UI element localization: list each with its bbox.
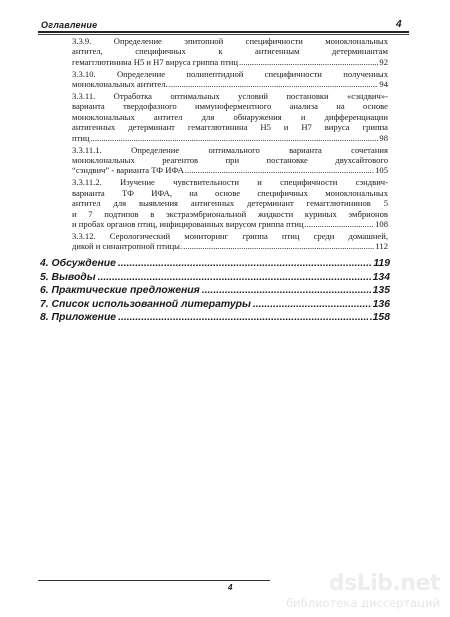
dot-leader [118,257,372,271]
dot-leader [305,219,375,229]
toc-entry-line: моноклональных реагентов при постановке двухсайтового [72,154,388,165]
toc-entry-line: варианта твердофазного иммуноферментного анализа на основе [72,101,388,112]
toc-entry-page: 112 [375,241,388,252]
dot-leader [91,133,379,143]
header-title: Оглавление [41,20,98,30]
watermark [286,572,440,610]
toc-chapter-page: 135 [372,285,390,296]
toc-chapter[interactable] [40,298,390,312]
toc-entry-last-line [72,219,388,229]
toc-entry-text: птиц [72,132,90,143]
dot-leader [118,311,368,325]
toc-entry-last-line [72,79,388,89]
toc-entry-line: 3.3.11. Отработка оптимальных условий постановки «сэндвич»- [72,91,388,102]
toc-entry-page: 92 [379,56,388,67]
dot-leader [98,271,371,285]
toc-chapter-page: 134 [372,271,390,283]
toc-entry-line: 3.3.11.2. Изучение чувствительности и специфичности сэндвич- [72,177,388,188]
toc-entry [72,91,388,143]
toc-entry-last-line [72,57,388,67]
toc-chapter-page: 136 [372,298,390,310]
toc-entry-line: варианта ТФ ИФА, на основе специфичных моноклональных [72,187,388,198]
toc-entry-text: гемагглютинина Н5 и Н7 вируса гриппа птиц [72,56,238,67]
toc-entry [72,36,388,67]
toc-entry-page: 108 [375,218,388,229]
toc-entry-line: антигенных детерминант гемагглютинина Н5 и Н7 вируса гриппа [72,122,388,133]
dot-leader [202,284,371,298]
toc-entry [72,145,388,176]
toc-chapter[interactable] [40,311,390,325]
dot-leader [169,79,379,89]
toc-chapter-label: 5. Выводы [40,271,96,283]
header-rule-thin [38,34,409,35]
toc-entry-line: антител для выявления антигенных детерминант гемагглютининов 5 [72,198,388,209]
toc-chapter-page: .158 [369,312,390,323]
watermark-logo: dsLib.net [328,571,440,596]
toc-entry-line: антител, специфичных к антигенным детерминантам [72,46,388,57]
toc-entry-line: 3.3.12. Серологический мониторинг гриппа птиц среди домашней, [72,230,388,241]
dot-leader [253,298,371,312]
dot-leader [183,241,374,251]
toc-chapters [40,257,390,325]
toc-entry-text: и пробах органов птиц, инфицированных вирусом гриппа птиц [72,218,304,229]
toc-chapter[interactable] [40,284,390,298]
toc-entry-page: 94 [379,79,388,90]
toc-entry-page: 105 [375,165,388,176]
toc-subsections [72,36,388,253]
toc-entry [72,231,388,252]
dot-leader [239,57,378,67]
toc-entry-line: 3.3.9. Определение эпитопной специфичности моноклональных [72,36,388,46]
dot-leader [185,165,374,175]
toc-entry-page: 98 [379,132,388,143]
toc-entry-text: “сэндвич” - варианта ТФ ИФА [72,165,184,176]
watermark-subtitle: библиотека диссертаций [286,596,440,610]
toc-chapter-label: 6. Практические предложения [40,285,200,296]
toc-chapter-label: 4. Обсуждение [40,258,116,269]
toc-entry-last-line [72,165,388,175]
toc-entry-last-line [72,241,388,251]
toc-entry-line: 3.3.10. Определение полипептидной специфичности полученных [72,68,388,79]
footer-rule [38,580,270,581]
header-rule [38,31,409,33]
toc-entry [72,177,388,229]
toc-entry-line: моноклональных антител для обнаружения и дифференциации [72,111,388,122]
toc-entry [72,69,388,90]
toc-entry-line: 3.3.11.1. Определение оптимального варианта сочетания [72,144,388,155]
toc-entry-text: моноклональных антител. [72,79,168,90]
toc-entry-last-line [72,133,388,143]
toc-chapter-label: 8. Приложение [40,312,117,323]
toc-chapter-label: 7. Список использованной литературы [40,298,251,310]
toc-entry-text: дикой и синантропной птицы. [72,241,183,252]
header-page-number: 4 [396,19,402,30]
footer-page-number: 4 [228,583,233,592]
toc-chapter-page: 119 [373,258,390,269]
toc-chapter[interactable] [40,271,390,285]
toc-entry-line: и 7 подтипов в экстраэмбриональной жидкости куриных эмбрионов [72,208,388,219]
toc-chapter[interactable] [40,257,390,271]
